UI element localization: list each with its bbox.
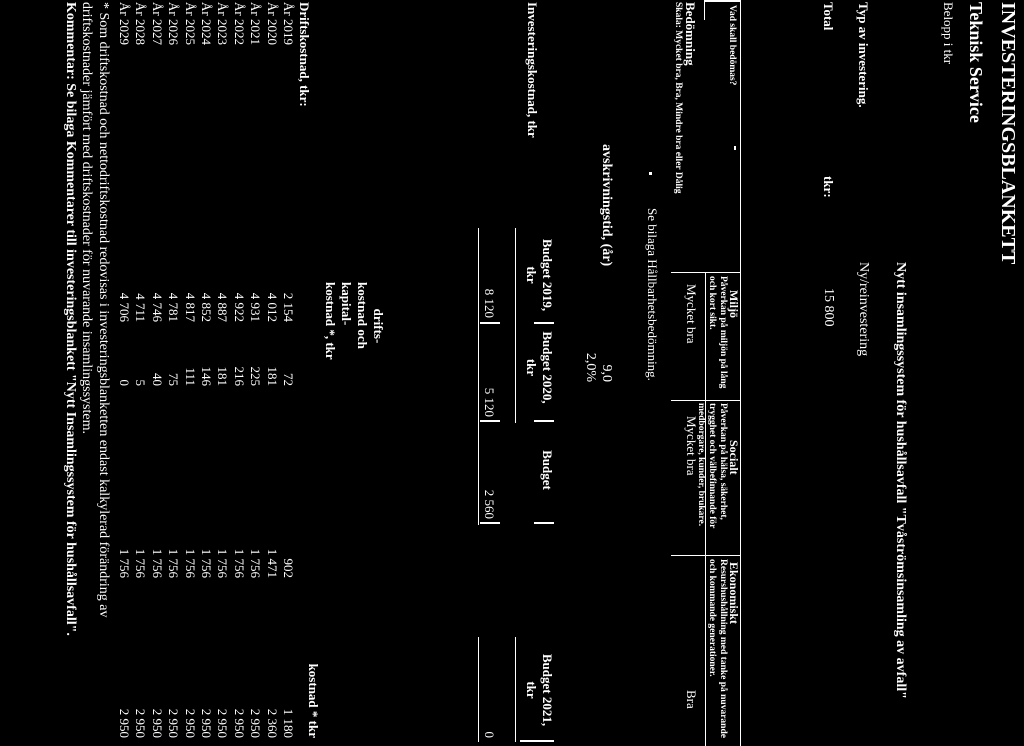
capital-cell: 225 bbox=[248, 366, 264, 386]
assessment-col-divider-3 bbox=[671, 555, 741, 556]
capital-cell: 72 bbox=[281, 373, 296, 386]
total-cell: 1 180 bbox=[281, 708, 296, 738]
year-cell: År 2024 bbox=[199, 2, 214, 45]
cost-cell: 4 711 bbox=[133, 293, 149, 322]
net-cell: 1 756 bbox=[133, 548, 149, 578]
capital-cell: 75 bbox=[166, 373, 182, 386]
assessment-bottom-tick bbox=[704, 0, 705, 20]
cost-cell: 4 781 bbox=[166, 292, 182, 322]
operating-col4-header: kostnad * tkr bbox=[306, 663, 321, 738]
budget-value-underline-3 bbox=[478, 420, 479, 525]
cost-cell: 4 817 bbox=[182, 292, 198, 322]
net-cell: 902 bbox=[281, 558, 296, 578]
budget-value-2019: 8 120 bbox=[482, 288, 497, 318]
cost-cell: 4 706 bbox=[117, 292, 132, 322]
capital-cell: 111 bbox=[182, 367, 198, 386]
cost-cell: 4 746 bbox=[149, 292, 165, 322]
cost-cell: 4 012 bbox=[264, 292, 280, 322]
footnote-line2: driftskostnader jämfört med driftskostnader för nuvarande insamlingssystem. bbox=[79, 2, 94, 434]
capital-cell: 40 bbox=[149, 373, 165, 386]
capital-cell: 146 bbox=[199, 366, 214, 386]
total-cell: 2 950 bbox=[166, 708, 182, 738]
capital-cell: 181 bbox=[215, 366, 231, 386]
cost-cell: 4 887 bbox=[215, 292, 231, 322]
form-title: INVESTERINGSBLANKETT bbox=[997, 2, 1019, 265]
total-cell: 2 950 bbox=[117, 708, 132, 738]
year-cell: År 2029 bbox=[117, 2, 132, 45]
net-cell: 1 756 bbox=[215, 548, 231, 578]
total-cell: 2 950 bbox=[248, 708, 264, 738]
total-cell: 2 950 bbox=[182, 708, 198, 738]
economic-title: Ekonomiskt bbox=[727, 562, 741, 625]
net-cell: 1 756 bbox=[117, 548, 132, 578]
operating-col-drifts: drifts- bbox=[371, 308, 386, 344]
budget-value-underline-4 bbox=[478, 637, 479, 742]
environment-rating: Mycket bra bbox=[684, 284, 699, 344]
budget-header-underline bbox=[515, 228, 516, 423]
depreciation-rate: 2,0% bbox=[583, 352, 598, 382]
year-cell: År 2023 bbox=[215, 2, 231, 45]
year-cell: År 2020 bbox=[264, 2, 280, 45]
total-unit: tkr: bbox=[821, 176, 836, 198]
net-cell: 1 756 bbox=[199, 548, 214, 578]
assessment-col-divider-1 bbox=[671, 272, 741, 273]
economic-description: Resurshushållning med tanke på nuvarande och kommande generationer. bbox=[707, 559, 728, 738]
total-cell: 2 950 bbox=[215, 708, 231, 738]
operating-col-header: kostnad och kapital- kostnad *, tkr bbox=[323, 282, 370, 360]
budget-value-2021: 0 bbox=[482, 731, 497, 738]
social-description: Påverkan på hälsa, säkerhet, trygghet och välbefinnande för medborgare, kunder, brukare. bbox=[696, 403, 728, 529]
net-cell: 1 756 bbox=[166, 548, 182, 578]
budget-header-underline-2021 bbox=[515, 637, 516, 742]
footnote-comment: Kommentar: Se bilaga Kommentarer till investeringsblankett "Nytt Insamlingssystem för hushållsavfall". bbox=[63, 2, 78, 636]
total-label: Total bbox=[821, 2, 836, 31]
total-cell: 2 950 bbox=[199, 708, 214, 738]
budget-header-2020: Budget 2020, tkr bbox=[524, 331, 555, 404]
net-cell: 1 756 bbox=[149, 548, 165, 578]
assessment-note: Se bilaga Hållbarhetsbedömning. bbox=[645, 208, 660, 381]
budget-value-underline bbox=[478, 228, 479, 423]
depreciation-label: avskrivningstid, (år) bbox=[599, 144, 614, 267]
assessment-col-divider-2 bbox=[671, 400, 741, 401]
budget-divider-top-3 bbox=[534, 522, 554, 524]
bullet-dot bbox=[649, 172, 652, 175]
year-cell: År 2019 bbox=[281, 2, 296, 45]
social-rating: Mycket bra bbox=[684, 416, 699, 476]
year-cell: År 2028 bbox=[133, 2, 149, 45]
cost-cell: 4 922 bbox=[231, 292, 247, 322]
budget-divider-2 bbox=[480, 420, 500, 422]
net-cell: 1 471 bbox=[264, 548, 280, 578]
assessment-left-border bbox=[704, 0, 741, 2]
amount-note: Belopp i tkr bbox=[941, 2, 956, 65]
economic-rating: Bra bbox=[684, 690, 699, 709]
budget-value-2020: 5 120 bbox=[482, 387, 497, 417]
budget-header-2021: Budget 2021, tkr bbox=[524, 653, 555, 727]
operating-heading: Driftskostnad, tkr: bbox=[297, 2, 312, 107]
total-cell: 2 950 bbox=[231, 708, 247, 738]
capital-cell: 5 bbox=[133, 379, 149, 386]
year-cell: År 2022 bbox=[231, 2, 247, 45]
cost-cell: 2 154 bbox=[281, 292, 296, 322]
capital-cell: 181 bbox=[264, 366, 280, 386]
department-name: Teknisk Service bbox=[966, 2, 986, 123]
budget-value-3: 2 560 bbox=[482, 489, 497, 519]
total-cell: 2 950 bbox=[149, 708, 165, 738]
capital-cell: 216 bbox=[231, 366, 247, 386]
assessment-question: Vad skall bedömas? bbox=[727, 5, 737, 86]
footnote-line1: * Som driftskostnad och nettodriftskostnad redovisas i investeringsblanketten endast kalkylerad förändring av bbox=[96, 2, 111, 618]
social-title: Socialt bbox=[727, 440, 741, 475]
assessment-mark bbox=[734, 146, 736, 150]
total-value: 15 800 bbox=[821, 288, 836, 327]
investment-cost-label: Investeringskostnad, tkr bbox=[525, 2, 540, 138]
budget-divider-top-1 bbox=[534, 322, 554, 324]
environment-title: Miljö bbox=[727, 290, 741, 318]
net-cell: 1 756 bbox=[182, 548, 198, 578]
cost-cell: 4 931 bbox=[248, 292, 264, 322]
assessment-heading: Bedömning bbox=[683, 2, 698, 66]
total-cell: 2 360 bbox=[264, 708, 280, 738]
capital-cell: 0 bbox=[117, 379, 132, 386]
net-cell: 1 756 bbox=[231, 548, 247, 578]
year-cell: År 2021 bbox=[248, 2, 264, 45]
budget-divider-top-4 bbox=[520, 740, 554, 742]
year-cell: År 2027 bbox=[149, 2, 165, 45]
investment-type-label: Typ av investering. bbox=[856, 2, 871, 108]
year-cell: År 2026 bbox=[166, 2, 182, 45]
net-cell: 1 756 bbox=[248, 548, 264, 578]
total-cell: 2 950 bbox=[133, 708, 149, 738]
investment-type-value: Ny/reinvestering bbox=[856, 262, 871, 357]
environment-description: Påverkan på miljön på lång och kort sikt. bbox=[707, 276, 728, 389]
project-title: Nytt insamlingssystem för hushållsavfall "Tvåströmsinsamling av avfall" bbox=[893, 262, 908, 699]
budget-divider-3 bbox=[480, 522, 500, 524]
assessment-scale: Skala: Mycket bra, Bra, Mindre bra eller Dålig bbox=[673, 2, 683, 194]
depreciation-years: 9,0 bbox=[599, 364, 614, 382]
budget-header-3: Budget bbox=[540, 450, 555, 490]
budget-divider-top-2 bbox=[534, 420, 554, 422]
cost-cell: 4 852 bbox=[199, 292, 214, 322]
year-cell: År 2025 bbox=[182, 2, 198, 45]
budget-header-2019: Budget 2019, tkr bbox=[524, 238, 555, 312]
budget-divider-1 bbox=[480, 322, 500, 324]
assessment-top-line bbox=[740, 0, 741, 746]
